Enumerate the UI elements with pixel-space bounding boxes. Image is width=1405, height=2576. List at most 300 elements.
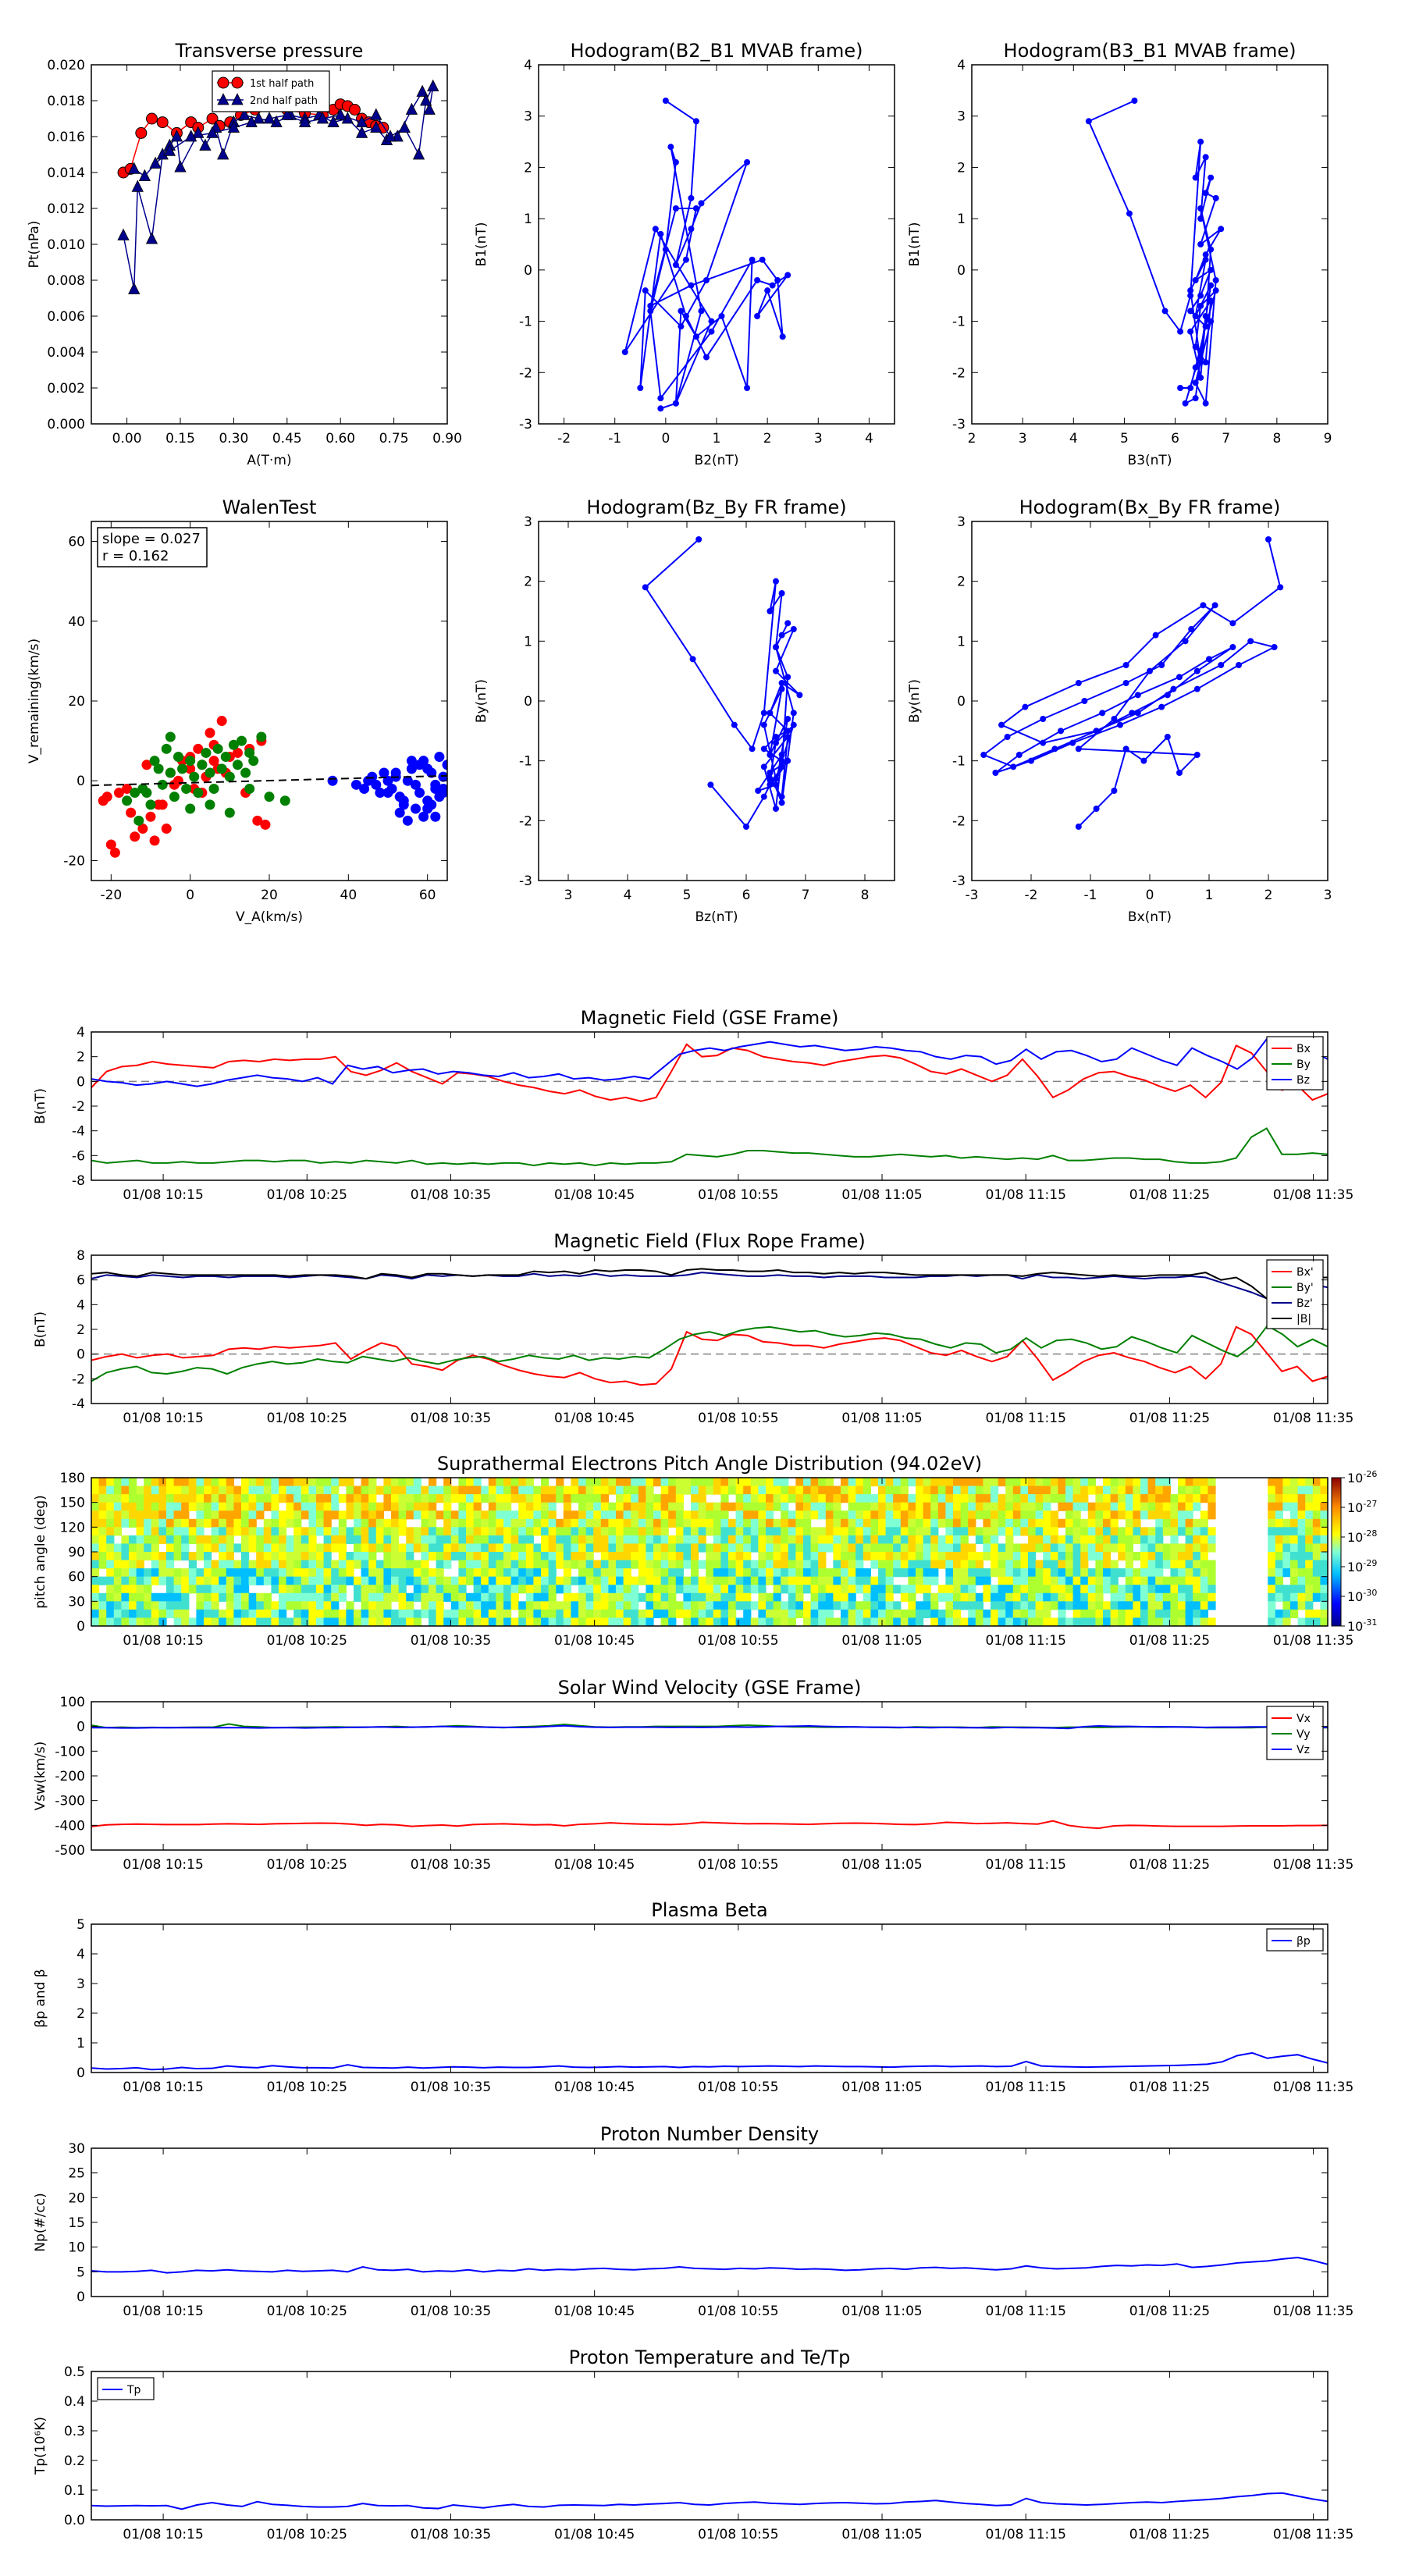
heatmap-cell bbox=[212, 1593, 219, 1602]
heatmap-cell bbox=[391, 1519, 399, 1528]
heatmap-cell bbox=[458, 1617, 466, 1626]
heatmap-cell bbox=[870, 1552, 878, 1560]
heatmap-cell bbox=[1313, 1543, 1321, 1552]
heatmap-cell bbox=[511, 1560, 519, 1569]
heatmap-cell bbox=[481, 1593, 489, 1602]
heatmap-cell bbox=[1200, 1617, 1208, 1626]
heatmap-cell bbox=[91, 1519, 99, 1528]
hodogram-point bbox=[663, 98, 669, 104]
heatmap-cell bbox=[878, 1503, 886, 1511]
hodogram-b2-b1-chart bbox=[474, 40, 895, 468]
hodogram-point bbox=[761, 745, 767, 752]
heatmap-cell bbox=[129, 1577, 137, 1585]
heatmap-cell bbox=[324, 1585, 332, 1593]
heatmap-cell bbox=[998, 1543, 1006, 1552]
heatmap-cell bbox=[1208, 1478, 1215, 1486]
heatmap-cell bbox=[1073, 1503, 1081, 1511]
walen-point-green bbox=[221, 752, 231, 762]
heatmap-cell bbox=[930, 1503, 938, 1511]
heatmap-cell bbox=[593, 1593, 601, 1602]
heatmap-cell bbox=[1193, 1560, 1200, 1569]
heatmap-cell bbox=[661, 1543, 669, 1552]
heatmap-cell bbox=[443, 1503, 451, 1511]
heatmap-cell bbox=[518, 1478, 526, 1486]
heatmap-cell bbox=[466, 1568, 474, 1577]
heatmap-cell bbox=[1193, 1568, 1200, 1577]
plasma-beta-ytick-label: 4 bbox=[76, 1947, 85, 1962]
walen-point-green bbox=[185, 756, 195, 766]
heatmap-cell bbox=[204, 1503, 212, 1511]
heatmap-cell bbox=[429, 1486, 436, 1495]
heatmap-cell bbox=[1313, 1527, 1321, 1535]
heatmap-cell bbox=[766, 1593, 774, 1602]
heatmap-cell bbox=[1290, 1478, 1298, 1486]
heatmap-cell bbox=[930, 1486, 938, 1495]
heatmap-cell bbox=[728, 1610, 736, 1618]
heatmap-cell bbox=[751, 1510, 759, 1519]
walen-point-green bbox=[122, 795, 132, 806]
heatmap-cell bbox=[526, 1552, 534, 1560]
heatmap-cell bbox=[308, 1510, 316, 1519]
hodogram-bx-by-ytick-label: -2 bbox=[952, 813, 966, 830]
heatmap-cell bbox=[1268, 1552, 1275, 1560]
heatmap-cell bbox=[855, 1617, 863, 1626]
hodogram-point bbox=[779, 794, 785, 800]
heatmap-cell bbox=[414, 1593, 422, 1602]
heatmap-cell bbox=[938, 1503, 946, 1511]
hodogram-point bbox=[690, 656, 696, 662]
heatmap-cell bbox=[1088, 1486, 1096, 1495]
heatmap-cell bbox=[511, 1568, 519, 1577]
heatmap-cell bbox=[466, 1527, 474, 1535]
heatmap-cell bbox=[1036, 1527, 1044, 1535]
heatmap-cell bbox=[1126, 1577, 1133, 1585]
heatmap-cell bbox=[518, 1585, 526, 1593]
data-point-2nd-half-path bbox=[132, 180, 143, 191]
heatmap-cell bbox=[1103, 1510, 1111, 1519]
heatmap-cell bbox=[1320, 1527, 1328, 1535]
heatmap-cell bbox=[346, 1601, 354, 1610]
heatmap-cell bbox=[1028, 1519, 1036, 1528]
heatmap-cell bbox=[241, 1568, 249, 1577]
heatmap-cell bbox=[811, 1601, 819, 1610]
proton-density-xtick-label: 01/08 10:45 bbox=[553, 2304, 635, 2319]
heatmap-cell bbox=[751, 1585, 759, 1593]
heatmap-cell bbox=[549, 1601, 557, 1610]
heatmap-cell bbox=[901, 1478, 909, 1486]
heatmap-cell bbox=[1305, 1486, 1313, 1495]
heatmap-cell bbox=[1320, 1543, 1328, 1552]
heatmap-cell bbox=[241, 1503, 249, 1511]
heatmap-cell bbox=[293, 1617, 301, 1626]
heatmap-cell bbox=[137, 1577, 144, 1585]
heatmap-cell bbox=[766, 1601, 774, 1610]
walen-test-title: WalenTest bbox=[222, 496, 317, 518]
heatmap-cell bbox=[1170, 1568, 1178, 1577]
heatmap-cell bbox=[1065, 1486, 1073, 1495]
heatmap-cell bbox=[414, 1527, 422, 1535]
hodogram-bz-by-ylabel: By(nT) bbox=[474, 678, 489, 724]
heatmap-cell bbox=[166, 1527, 174, 1535]
heatmap-cell bbox=[601, 1494, 609, 1503]
heatmap-cell bbox=[841, 1486, 848, 1495]
heatmap-cell bbox=[481, 1543, 489, 1552]
heatmap-cell bbox=[1148, 1543, 1156, 1552]
heatmap-cell bbox=[803, 1503, 811, 1511]
heatmap-cell bbox=[383, 1543, 391, 1552]
hodogram-point bbox=[780, 333, 786, 340]
plasma-beta-xtick-label: 01/08 11:35 bbox=[1272, 2080, 1354, 2095]
heatmap-cell bbox=[803, 1568, 811, 1577]
heatmap-cell bbox=[668, 1478, 676, 1486]
heatmap-cell bbox=[1208, 1617, 1215, 1626]
heatmap-cell bbox=[624, 1494, 631, 1503]
heatmap-cell bbox=[638, 1577, 646, 1585]
heatmap-cell bbox=[158, 1527, 166, 1535]
hodogram-point bbox=[1165, 692, 1171, 698]
heatmap-cell bbox=[368, 1494, 376, 1503]
heatmap-cell bbox=[1200, 1601, 1208, 1610]
heatmap-cell bbox=[616, 1552, 624, 1560]
heatmap-cell bbox=[293, 1503, 301, 1511]
heatmap-cell bbox=[646, 1593, 653, 1602]
heatmap-cell bbox=[196, 1585, 204, 1593]
heatmap-cell bbox=[541, 1560, 549, 1569]
heatmap-cell bbox=[1155, 1585, 1163, 1593]
heatmap-cell bbox=[653, 1527, 661, 1535]
hodogram-bx-by-xtick-label: 3 bbox=[1323, 888, 1332, 903]
heatmap-cell bbox=[496, 1601, 503, 1610]
heatmap-cell bbox=[945, 1527, 953, 1535]
heatmap-cell bbox=[691, 1552, 699, 1560]
heatmap-cell bbox=[503, 1577, 511, 1585]
heatmap-cell bbox=[1148, 1494, 1156, 1503]
heatmap-cell bbox=[166, 1585, 174, 1593]
heatmap-cell bbox=[571, 1560, 578, 1569]
heatmap-cell bbox=[414, 1486, 422, 1495]
heatmap-cell bbox=[983, 1510, 991, 1519]
heatmap-cell bbox=[624, 1577, 631, 1585]
heatmap-cell bbox=[631, 1478, 638, 1486]
heatmap-cell bbox=[1193, 1601, 1200, 1610]
heatmap-cell bbox=[923, 1560, 931, 1569]
heatmap-cell bbox=[399, 1585, 407, 1593]
hodogram-point bbox=[695, 536, 702, 543]
heatmap-cell bbox=[878, 1577, 886, 1585]
heatmap-cell bbox=[564, 1560, 571, 1569]
heatmap-cell bbox=[886, 1478, 894, 1486]
heatmap-cell bbox=[886, 1617, 894, 1626]
heatmap-cell bbox=[691, 1519, 699, 1528]
heatmap-cell bbox=[399, 1527, 407, 1535]
heatmap-cell bbox=[368, 1577, 376, 1585]
heatmap-cell bbox=[706, 1577, 713, 1585]
heatmap-cell bbox=[391, 1617, 399, 1626]
heatmap-cell bbox=[751, 1535, 759, 1544]
heatmap-cell bbox=[863, 1585, 871, 1593]
heatmap-cell bbox=[137, 1503, 144, 1511]
heatmap-cell bbox=[301, 1535, 309, 1544]
hodogram-bz-by-ytick-label: -3 bbox=[519, 873, 532, 889]
heatmap-cell bbox=[256, 1478, 264, 1486]
heatmap-cell bbox=[983, 1527, 991, 1535]
heatmap-cell bbox=[691, 1617, 699, 1626]
heatmap-cell bbox=[1170, 1519, 1178, 1528]
heatmap-cell bbox=[938, 1552, 946, 1560]
heatmap-cell bbox=[878, 1527, 886, 1535]
heatmap-cell bbox=[631, 1486, 638, 1495]
heatmap-cell bbox=[383, 1617, 391, 1626]
heatmap-cell bbox=[106, 1486, 114, 1495]
heatmap-cell bbox=[1118, 1535, 1126, 1544]
heatmap-cell bbox=[833, 1535, 841, 1544]
heatmap-cell bbox=[189, 1577, 197, 1585]
walen-point-blue bbox=[422, 763, 432, 774]
heatmap-cell bbox=[870, 1478, 878, 1486]
heatmap-cell bbox=[1282, 1617, 1290, 1626]
heatmap-cell bbox=[961, 1494, 969, 1503]
heatmap-cell bbox=[1058, 1494, 1065, 1503]
heatmap-cell bbox=[1095, 1543, 1103, 1552]
heatmap-cell bbox=[129, 1568, 137, 1577]
heatmap-cell bbox=[1036, 1617, 1044, 1626]
hodogram-point bbox=[1058, 728, 1064, 734]
heatmap-cell bbox=[549, 1486, 557, 1495]
heatmap-cell bbox=[766, 1503, 774, 1511]
hodogram-point bbox=[1197, 241, 1204, 247]
heatmap-cell bbox=[406, 1486, 414, 1495]
walen-point-green bbox=[248, 756, 258, 766]
heatmap-cell bbox=[863, 1486, 871, 1495]
hodogram-point bbox=[759, 257, 766, 263]
heatmap-cell bbox=[1020, 1527, 1028, 1535]
transverse-pressure-title: Transverse pressure bbox=[175, 40, 364, 62]
heatmap-cell bbox=[458, 1610, 466, 1618]
heatmap-cell bbox=[713, 1519, 721, 1528]
heatmap-cell bbox=[368, 1585, 376, 1593]
heatmap-cell bbox=[1208, 1510, 1215, 1519]
heatmap-cell bbox=[953, 1593, 961, 1602]
heatmap-cell bbox=[706, 1503, 713, 1511]
heatmap-cell bbox=[795, 1552, 803, 1560]
heatmap-cell bbox=[653, 1478, 661, 1486]
heatmap-cell bbox=[930, 1527, 938, 1535]
heatmap-cell bbox=[271, 1560, 279, 1569]
hodogram-point bbox=[796, 692, 802, 698]
heatmap-cell bbox=[901, 1552, 909, 1560]
heatmap-cell bbox=[158, 1552, 166, 1560]
heatmap-cell bbox=[1155, 1593, 1163, 1602]
heatmap-cell bbox=[1065, 1535, 1073, 1544]
sw-velocity-legend-label: Vx bbox=[1297, 1713, 1311, 1725]
heatmap-cell bbox=[541, 1503, 549, 1511]
heatmap-cell bbox=[129, 1552, 137, 1560]
heatmap-cell bbox=[886, 1510, 894, 1519]
heatmap-cell bbox=[144, 1478, 151, 1486]
hodogram-bz-by-ytick-label: 2 bbox=[524, 574, 532, 590]
walen-point-green bbox=[154, 763, 164, 774]
heatmap-cell bbox=[1186, 1510, 1193, 1519]
sw-velocity-ytick-label: 0 bbox=[76, 1719, 85, 1735]
heatmap-cell bbox=[106, 1535, 114, 1544]
hodogram-bx-by-ytick-label: 1 bbox=[957, 634, 966, 650]
heatmap-cell bbox=[699, 1486, 706, 1495]
hodogram-point bbox=[1194, 668, 1200, 674]
heatmap-cell bbox=[204, 1617, 212, 1626]
colorbar-label-exp: -30 bbox=[1363, 1588, 1378, 1598]
walen-point-green bbox=[146, 799, 156, 809]
heatmap-cell bbox=[1043, 1519, 1051, 1528]
heatmap-cell bbox=[121, 1486, 129, 1495]
heatmap-cell bbox=[616, 1610, 624, 1618]
heatmap-cell bbox=[1133, 1494, 1140, 1503]
heatmap-cell bbox=[293, 1486, 301, 1495]
heatmap-cell bbox=[474, 1593, 482, 1602]
heatmap-cell bbox=[795, 1486, 803, 1495]
heatmap-cell bbox=[249, 1577, 257, 1585]
heatmap-cell bbox=[571, 1577, 578, 1585]
heatmap-cell bbox=[991, 1543, 998, 1552]
heatmap-cell bbox=[848, 1560, 856, 1569]
heatmap-cell bbox=[848, 1593, 856, 1602]
heatmap-cell bbox=[466, 1593, 474, 1602]
walen-point-red bbox=[126, 808, 136, 818]
heatmap-cell bbox=[855, 1503, 863, 1511]
heatmap-cell bbox=[758, 1593, 766, 1602]
proton-density-ytick-label: 30 bbox=[68, 2141, 85, 2157]
hodogram-point bbox=[764, 287, 770, 294]
heatmap-cell bbox=[481, 1585, 489, 1593]
heatmap-cell bbox=[1005, 1585, 1013, 1593]
heatmap-cell bbox=[293, 1560, 301, 1569]
heatmap-cell bbox=[638, 1543, 646, 1552]
proton-density-ytick-label: 20 bbox=[68, 2190, 85, 2207]
heatmap-cell bbox=[399, 1610, 407, 1618]
heatmap-cell bbox=[571, 1478, 578, 1486]
heatmap-cell bbox=[788, 1552, 796, 1560]
heatmap-cell bbox=[286, 1510, 294, 1519]
heatmap-cell bbox=[901, 1503, 909, 1511]
heatmap-cell bbox=[841, 1527, 848, 1535]
heatmap-cell bbox=[1208, 1494, 1215, 1503]
heatmap-cell bbox=[953, 1543, 961, 1552]
heatmap-cell bbox=[1186, 1577, 1193, 1585]
hodogram-point bbox=[980, 752, 987, 758]
heatmap-cell bbox=[608, 1527, 616, 1535]
heatmap-cell bbox=[1268, 1535, 1275, 1544]
heatmap-cell bbox=[436, 1510, 444, 1519]
proton-temp-xtick-label: 01/08 11:35 bbox=[1272, 2527, 1354, 2542]
heatmap-cell bbox=[196, 1486, 204, 1495]
hodogram-bz-by-xlabel: Bz(nT) bbox=[695, 909, 738, 925]
mag-fr-xtick-label: 01/08 11:05 bbox=[841, 1411, 923, 1426]
heatmap-cell bbox=[383, 1601, 391, 1610]
heatmap-cell bbox=[189, 1519, 197, 1528]
heatmap-cell bbox=[421, 1593, 429, 1602]
hodogram-point bbox=[1147, 668, 1153, 674]
data-point-1st-half-path bbox=[147, 113, 158, 124]
heatmap-cell bbox=[406, 1552, 414, 1560]
heatmap-cell bbox=[908, 1510, 916, 1519]
heatmap-cell bbox=[624, 1585, 631, 1593]
heatmap-cell bbox=[1148, 1593, 1156, 1602]
heatmap-cell bbox=[781, 1585, 788, 1593]
heatmap-cell bbox=[339, 1535, 347, 1544]
heatmap-cell bbox=[571, 1527, 578, 1535]
heatmap-cell bbox=[811, 1486, 819, 1495]
heatmap-cell bbox=[788, 1535, 796, 1544]
heatmap-cell bbox=[564, 1568, 571, 1577]
plasma-beta-legend-label: βp bbox=[1297, 1935, 1311, 1948]
heatmap-cell bbox=[1013, 1593, 1021, 1602]
heatmap-cell bbox=[106, 1503, 114, 1511]
heatmap-cell bbox=[174, 1593, 182, 1602]
heatmap-cell bbox=[279, 1527, 286, 1535]
heatmap-cell bbox=[1193, 1585, 1200, 1593]
proton-temp-xtick-label: 01/08 10:45 bbox=[553, 2527, 635, 2542]
heatmap-cell bbox=[841, 1478, 848, 1486]
heatmap-cell bbox=[1305, 1577, 1313, 1585]
heatmap-cell bbox=[226, 1486, 234, 1495]
heatmap-cell bbox=[383, 1494, 391, 1503]
heatmap-cell bbox=[631, 1510, 638, 1519]
heatmap-cell bbox=[219, 1510, 226, 1519]
colorbar-label-base: 10 bbox=[1347, 1530, 1364, 1545]
heatmap-cell bbox=[1200, 1593, 1208, 1602]
heatmap-cell bbox=[233, 1593, 241, 1602]
heatmap-cell bbox=[1065, 1494, 1073, 1503]
heatmap-cell bbox=[720, 1535, 728, 1544]
plasma-beta-chart bbox=[33, 1899, 1353, 2095]
heatmap-cell bbox=[1095, 1552, 1103, 1560]
mag-fr-ytick-label: -2 bbox=[72, 1372, 85, 1388]
heatmap-cell bbox=[578, 1478, 586, 1486]
heatmap-cell bbox=[1133, 1610, 1140, 1618]
heatmap-cell bbox=[998, 1601, 1006, 1610]
heatmap-cell bbox=[1036, 1560, 1044, 1569]
heatmap-cell bbox=[1298, 1527, 1306, 1535]
heatmap-cell bbox=[429, 1601, 436, 1610]
heatmap-cell bbox=[976, 1503, 984, 1511]
heatmap-cell bbox=[945, 1478, 953, 1486]
hodogram-point bbox=[767, 781, 773, 788]
transverse-pressure-ytick-label: 0.020 bbox=[47, 58, 85, 73]
heatmap-cell bbox=[421, 1486, 429, 1495]
heatmap-cell bbox=[181, 1585, 189, 1593]
heatmap-cell bbox=[1088, 1543, 1096, 1552]
series-line-By bbox=[91, 1325, 1328, 1381]
heatmap-cell bbox=[961, 1601, 969, 1610]
hodogram-point bbox=[1022, 704, 1028, 710]
heatmap-cell bbox=[301, 1601, 309, 1610]
mag-fr-legend-label: |B| bbox=[1297, 1313, 1312, 1325]
heatmap-cell bbox=[788, 1610, 796, 1618]
heatmap-cell bbox=[1028, 1543, 1036, 1552]
heatmap-cell bbox=[279, 1510, 286, 1519]
heatmap-cell bbox=[496, 1560, 503, 1569]
heatmap-cell bbox=[1103, 1503, 1111, 1511]
heatmap-cell bbox=[1320, 1593, 1328, 1602]
heatmap-cell bbox=[496, 1568, 503, 1577]
heatmap-cell bbox=[653, 1519, 661, 1528]
heatmap-cell bbox=[503, 1552, 511, 1560]
sw-velocity-ytick-label: -300 bbox=[55, 1793, 85, 1809]
heatmap-cell bbox=[212, 1617, 219, 1626]
heatmap-cell bbox=[1313, 1560, 1321, 1569]
hodogram-b2-b1-ytick-label: 1 bbox=[524, 212, 532, 228]
heatmap-cell bbox=[1051, 1601, 1058, 1610]
heatmap-cell bbox=[788, 1568, 796, 1577]
